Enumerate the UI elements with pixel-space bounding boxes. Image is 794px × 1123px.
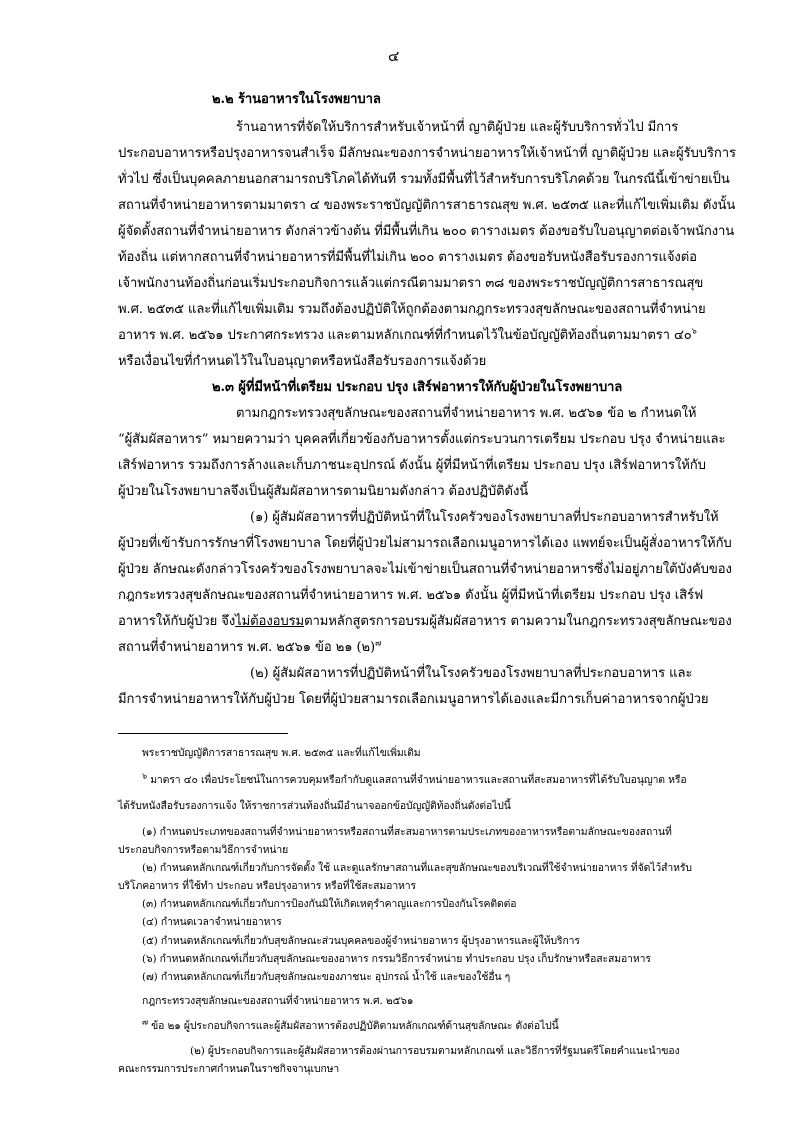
- footnote-line: (๓) กำหนดหลักเกณฑ์เกี่ยวกับการป้องกันมิให้เกิดเหตุรำคาญและการป้องกันโรคติดต่อ: [142, 898, 517, 910]
- paragraph-line: ผู้ป่วย ลักษณะดังกล่าวโรงครัวของโรงพยาบาลจะไม่เข้าข่ายเป็นสถานที่จำหน่ายอาหารซึ่งไม่อยู่ภายใต้บังคับของ: [118, 562, 732, 577]
- paragraph-line: ผู้ป่วยในโรงพยาบาลจึงเป็นผู้สัมผัสอาหารตามนิยามดังกล่าว ต้องปฏิบัติดังนี้: [118, 484, 529, 499]
- section-2-3-heading: ๒.๓ ผู้ที่มีหน้าที่เตรียม ประกอบ ปรุง เสิร์ฟอาหารให้กับผู้ป่วยในโรงพยาบาล: [212, 380, 623, 395]
- footnote-line: (๔) กำหนดเวลาจำหน่ายอาหาร: [142, 916, 282, 928]
- section-2-2-heading: ๒.๒ ร้านอาหารในโรงพยาบาล: [212, 92, 381, 107]
- line-text: อาหาร พ.ศ. ๒๕๖๑ ประกาศกระทรวง และตามหลักเกณฑ์ที่กำหนดไว้ในข้อบัญญัติท้องถิ่นตามมาตรา ๔๐: [118, 328, 692, 343]
- footnote-line: ได้รับหนังสือรับรองการแจ้ง ให้ราชการส่วนท้องถิ่นมีอำนาจออกข้อบัญญัติท้องถิ่นดังต่อไปนี้: [118, 800, 511, 812]
- paragraph-line: ตามกฎกระทรวงสุขลักษณะของสถานที่จำหน่ายอาหาร พ.ศ. ๒๕๖๑ ข้อ ๒ กำหนดให้: [236, 406, 697, 421]
- paragraph-line: ร้านอาหารที่จัดให้บริการสำหรับเจ้าหน้าที่ ญาติผู้ป่วย และผู้รับบริการทั่วไป มีการ: [236, 120, 679, 135]
- line-text: ตามหลักสูตรการอบรมผู้สัมผัสอาหาร ตามความในกฎกระทรวงสุขลักษณะของ: [304, 614, 732, 629]
- footnote-line: (๕) กำหนดหลักเกณฑ์เกี่ยวกับสุขลักษณะส่วนบุคคลของผู้จำหน่ายอาหาร ผู้ปรุงอาหารและผู้ให้บริการ: [142, 935, 580, 947]
- footnote-6-line: [142, 771, 687, 788]
- footnote-line: ประกอบกิจการหรือตามวิธีการจำหน่าย: [118, 844, 289, 856]
- underlined-phrase: ไม่ต้องอบรม: [235, 614, 305, 629]
- footnote-7-line: [142, 1017, 559, 1034]
- footnote-ref-7[interactable]: ๗: [375, 638, 381, 648]
- paragraph-line: (๒) ผู้สัมผัสอาหารที่ปฏิบัติหน้าที่ในโรงครัวของโรงพยาบาลที่ประกอบอาหาร และ: [250, 666, 693, 681]
- paragraph-line: สถานที่จำหน่ายอาหารตามมาตรา ๔ ของพระราชบัญญัติการสาธารณสุข พ.ศ. ๒๕๓๕ และที่แก้ไขเพิ่มเติม ดังนั้น: [118, 198, 736, 213]
- paragraph-line: ผู้จัดตั้งสถานที่จำหน่ายอาหาร ดังกล่าวข้างต้น ที่มีพื้นที่เกิน ๒๐๐ ตารางเมตร ต้องขอรับใบอนุญาตต่อเจ้าพนักงาน: [118, 224, 735, 239]
- paragraph-line: ประกอบอาหารหรือปรุงอาหารจนสำเร็จ มีลักษณะของการจำหน่ายอาหารให้เจ้าหน้าที่ ญาติผู้ป่วย และผู้รับบริการ: [118, 146, 736, 161]
- line-text: สถานที่จำหน่ายอาหาร พ.ศ. ๒๕๖๑ ข้อ ๒๑ (๒): [118, 640, 376, 655]
- paragraph-line: พ.ศ. ๒๕๓๕ และที่แก้ไขเพิ่มเติม รวมถึงต้องปฏิบัติให้ถูกต้องตามกฎกระทรวงสุขลักษณะของสถานที่จำหน่าย: [118, 302, 706, 317]
- footnote-mark-6: ๖: [142, 771, 147, 781]
- paragraph-line: [118, 324, 697, 345]
- footnote-source: พระราชบัญญัติการสาธารณสุข พ.ศ. ๒๕๓๕ และที่แก้ไขเพิ่มเติม: [142, 747, 421, 759]
- paragraph-line: กฎกระทรวงสุขลักษณะของสถานที่จำหน่ายอาหาร พ.ศ. ๒๕๖๑ ดังนั้น ผู้ที่มีหน้าที่เตรียม ประกอบ ปรุง เสิร์ฟ: [118, 588, 704, 603]
- footnote-mark-7: ๗: [142, 1017, 148, 1027]
- paragraph-line: [118, 636, 381, 657]
- paragraph-line: “ผู้สัมผัสอาหาร” หมายความว่า บุคคลที่เกี่ยวข้องกับอาหารตั้งแต่กระบวนการเตรียม ประกอบ ปรุง จำหน่ายและ: [118, 432, 726, 447]
- footnote-line: บริโภคอาหาร ที่ใช้ทำ ประกอบ หรือปรุงอาหาร หรือที่ใช้สะสมอาหาร: [118, 880, 417, 892]
- paragraph-line: ทั่วไป ซึ่งเป็นบุคคลภายนอกสามารถบริโภคได้ทันที รวมทั้งมีพื้นที่ไว้สำหรับการบริโภคด้วย ในกรณีนี้เข้าข่ายเป็น: [118, 172, 730, 187]
- paragraph-line: (๑) ผู้สัมผัสอาหารที่ปฏิบัติหน้าที่ในโรงครัวของโรงพยาบาลที่ประกอบอาหารสำหรับให้: [250, 510, 719, 525]
- footnote-ref-6[interactable]: ๖: [691, 326, 697, 336]
- line-text: มาตรา ๔๐ เพื่อประโยชน์ในการควบคุมหรือกำกับดูแลสถานที่จำหน่ายอาหารและสถานที่สะสมอาหารที่ได้รับใบอนุญาต หรือ: [150, 774, 687, 786]
- footnote-line: (๑) กำหนดประเภทของสถานที่จำหน่ายอาหารหรือสถานที่สะสมอาหารตามประเภทของอาหารหรือตามลักษณะของสถานที่: [142, 826, 672, 838]
- paragraph-line: เจ้าพนักงานท้องถิ่นก่อนเริ่มประกอบกิจการแล้วแต่กรณีตามมาตรา ๓๘ ของพระราชบัญญัติการสาธารณสุข: [118, 276, 704, 291]
- footnote-line: (๖) กำหนดหลักเกณฑ์เกี่ยวกับสุขลักษณะของอาหาร กรรมวิธีการจำหน่าย ทำประกอบ ปรุง เก็บรักษาหรือสะสมอาหาร: [142, 953, 651, 965]
- paragraph-line: [118, 610, 732, 631]
- footnote-line: (๗) กำหนดหลักเกณฑ์เกี่ยวกับสุขลักษณะของภาชนะ อุปกรณ์ น้ำใช้ และของใช้อื่น ๆ: [142, 971, 511, 983]
- paragraph-line: ท้องถิ่น แต่หากสถานที่จำหน่ายอาหารที่มีพื้นที่ไม่เกิน ๒๐๐ ตารางเมตร ต้องขอรับหนังสือรับรองการแจ้งต่อ: [118, 250, 697, 265]
- footnote-line: (๒) กำหนดหลักเกณฑ์เกี่ยวกับการจัดตั้ง ใช้ และดูแลรักษาสถานที่และสุขลักษณะของบริเวณที่ใช้จำหน่ายอาหาร ที่จัดไว้สำหรับ: [142, 862, 692, 874]
- footnote-line: คณะกรรมการประกาศกำหนดในราชกิจจานุเบกษา: [118, 1063, 340, 1075]
- footnote-line: (๒) ผู้ประกอบกิจการและผู้สัมผัสอาหารต้องผ่านการอบรมตามหลักเกณฑ์ และวิธีการที่รัฐมนตรีโดยคำแนะนำของ: [190, 1045, 680, 1057]
- footnote-source: กฎกระทรวงสุขลักษณะของสถานที่จำหน่ายอาหาร พ.ศ. ๒๕๖๑: [142, 995, 414, 1007]
- paragraph-line: เสิร์ฟอาหาร รวมถึงการล้างและเก็บภาชนะอุปกรณ์ ดังนั้น ผู้ที่มีหน้าที่เตรียม ประกอบ ปรุง เสิร์ฟอาหารให้กับ: [118, 458, 706, 473]
- line-text: อาหารให้กับผู้ป่วย จึง: [118, 614, 236, 629]
- paragraph-line: ผู้ป่วยที่เข้ารับการรักษาที่โรงพยาบาล โดยที่ผู้ป่วยไม่สามารถเลือกเมนูอาหารได้เอง แพทย์จะเป็นผู้สั่งอาหารให้กับ: [118, 536, 732, 551]
- footnote-separator: [118, 733, 288, 734]
- line-text: ข้อ ๒๑ ผู้ประกอบกิจการและผู้สัมผัสอาหารต้องปฏิบัติตามหลักเกณฑ์ด้านสุขลักษณะ ดังต่อไปนี้: [151, 1020, 559, 1032]
- page-number: ๔: [388, 47, 400, 65]
- paragraph-line: หรือเงื่อนไขที่กำหนดไว้ในใบอนุญาตหรือหนังสือรับรองการแจ้งด้วย: [118, 354, 487, 369]
- paragraph-line: มีการจำหน่ายอาหารให้กับผู้ป่วย โดยที่ผู้ป่วยสามารถเลือกเมนูอาหารได้เองและมีการเก็บค่าอาหารจากผู้ป่วย: [118, 692, 709, 707]
